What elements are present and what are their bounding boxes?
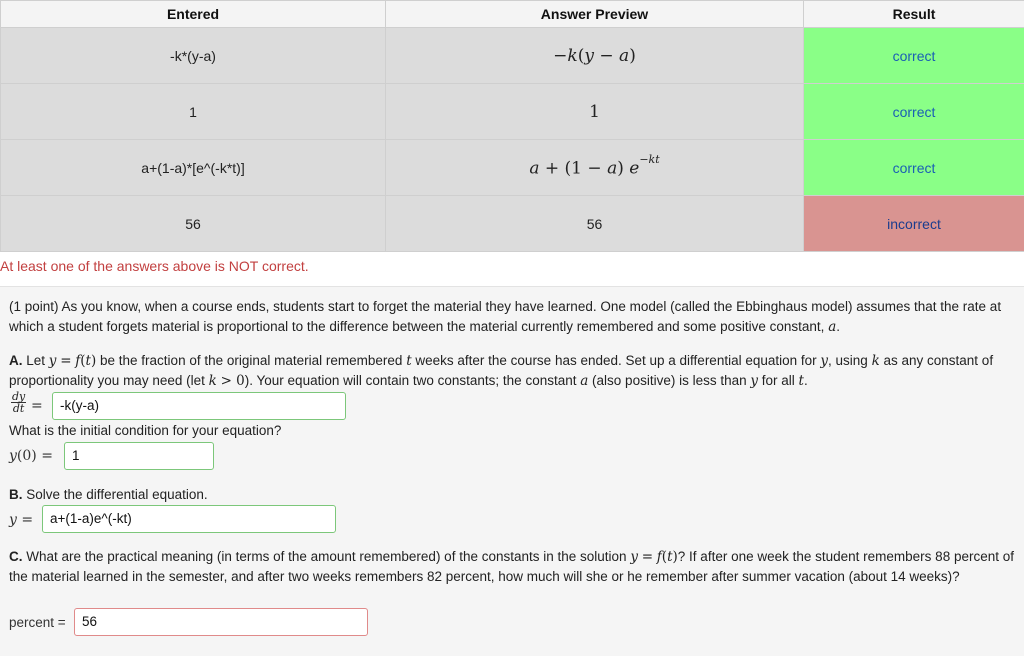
part-a-question: What is the initial condition for your equation? — [9, 421, 1014, 441]
entered-cell: a+(1-a)*[e^(-k*t)] — [1, 140, 386, 196]
header-answer-preview: Answer Preview — [386, 1, 804, 28]
result-cell: correct — [804, 28, 1024, 84]
y0-label: y(0) = — [9, 447, 53, 464]
entered-cell: 1 — [1, 84, 386, 140]
percent-label: percent = — [9, 615, 66, 630]
percent-input[interactable]: 56 — [74, 608, 368, 636]
entered-cell: 56 — [1, 196, 386, 252]
y-label: y = — [9, 511, 33, 528]
result-cell: incorrect — [804, 196, 1024, 252]
results-table — [0, 0, 1024, 252]
preview-cell: −k(y − a) — [386, 28, 804, 84]
entered-cell: -k*(y-a) — [1, 28, 386, 84]
table-row — [1, 140, 1024, 196]
y0-input[interactable]: 1 — [64, 442, 214, 470]
part-c-text: C. What are the practical meaning (in terms of the amount remembered) of the constants in the solution y = f(t)? If after one week the student remembers 88 percent of the material learned in the semester, and after two weeks remembers 82 percent, how much will she or he remember after summer vacation (about 14 weeks)? — [9, 547, 1014, 587]
dy-dt-label: $\frac{dy}{dt}$ — [11, 391, 26, 414]
preview-cell: 1 — [386, 84, 804, 140]
y-solution-input[interactable]: a+(1-a)e^(-kt) — [42, 505, 336, 533]
problem-intro: (1 point) As you know, when a course ends, students start to forget the material they have learned. One model (called the Ebbinghaus model) assumes that the rate at which a student forgets material is proportional to the difference between the material currently remembered and some positive constant, a. — [9, 297, 1014, 337]
result-cell: correct — [804, 84, 1024, 140]
part-a-text: A. Let y = f(t) be the fraction of the original material remembered t weeks after the course has ended. Set up a differential equation for y, using k as any constant of proportionality you may need (let k > 0). Your equation will contain two constants; the constant a (also positive) is less than y for all t. — [9, 351, 1014, 391]
results-header-row — [1, 1, 1024, 28]
table-row — [1, 84, 1024, 140]
header-entered: Entered — [1, 1, 386, 28]
table-row — [1, 28, 1024, 84]
dydt-input[interactable]: -k(y-a) — [52, 392, 346, 420]
warning-message: At least one of the answers above is NOT correct. — [0, 258, 1024, 274]
problem-panel: (1 point) As you know, when a course ends, students start to forget the material they have learned. One model (called the Ebbinghaus model) assumes that the rate at which a student forgets material is proportional to the difference between the material currently remembered and some positive constant, a. A. Let y = f(t) be the fraction of the original material remembered t weeks after the course has ended. Set up a differential equation for y, using k as any constant of proportionality you may need (let k > 0). Your equation will contain two constants; the constant a (also positive) is less than y for all t. $\frac{dy}{dt}$ = -k(y-a) What is the initial condition for your equation? y(0) = 1 B. Solve the differential equation. y = a+(1-a)e^(-kt) C. What are the practical meaning (in terms of the amount remembered) of the constants in the solution y = f(t)? If after one week the student remembers 88 percent of the material learned in the semester, and after two weeks remembers 82 percent, how much will she or he remember after summer vacation (about 14 weeks)? percent = 56 — [0, 286, 1024, 656]
table-row — [1, 196, 1024, 252]
result-cell: correct — [804, 140, 1024, 196]
preview-cell: 56 — [386, 196, 804, 252]
header-result: Result — [804, 1, 1024, 28]
preview-cell: a + (1 − a) $e^{-kt}$ — [386, 140, 804, 196]
part-b-text: B. Solve the differential equation. — [9, 485, 1014, 505]
